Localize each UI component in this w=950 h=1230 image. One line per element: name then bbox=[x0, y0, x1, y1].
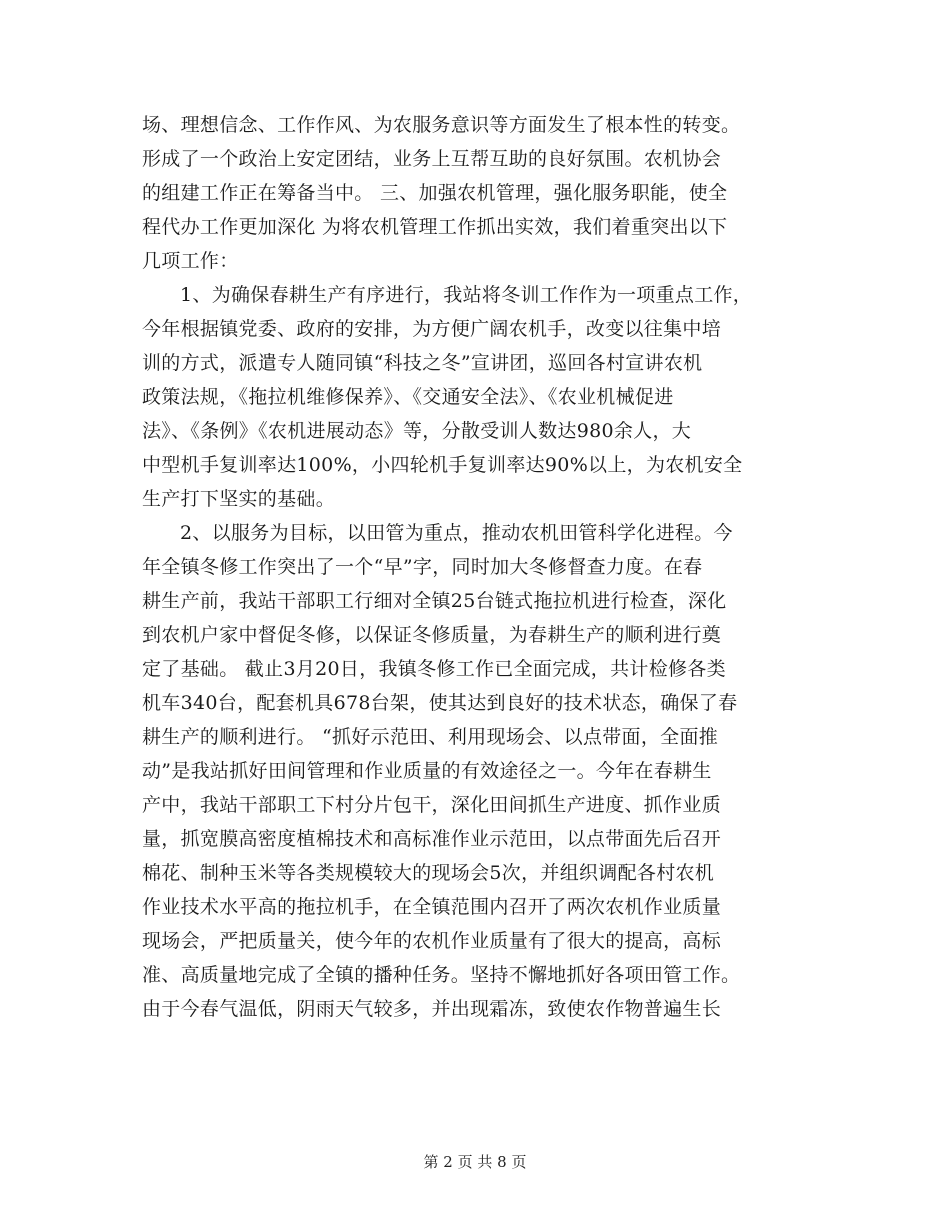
text-line: 由于今春气温低，阴雨天气较多，并出现霜冻，致使农作物普遍生长 bbox=[142, 998, 722, 1020]
text-line: 现场会，严把质量关，使今年的农机作业质量有了很大的提高，高标 bbox=[142, 930, 722, 952]
text-line: 形成了一个政治上安定团结，业务上互帮互助的良好氛围。农机协会 bbox=[142, 148, 722, 170]
text-line: 准、高质量地完成了全镇的播种任务。坚持不懈地抓好各项田管工作。 bbox=[142, 964, 741, 986]
text-line: 棉花、制种玉米等各类规模较大的现场会5次，并组织调配各村农机 bbox=[142, 862, 715, 884]
text-line: 几项工作： bbox=[142, 250, 239, 272]
text-line: 法》、《条例》《农机进展动态》等，分散受训人数达980余人，大 bbox=[142, 420, 692, 442]
text-line: 量，抓宽膜高密度植棉技术和高标准作业示范田，以点带面先后召开 bbox=[142, 828, 722, 850]
page-number-footer: 第 2 页 共 8 页 bbox=[423, 1153, 527, 1171]
paragraph-start-line: 1、为确保春耕生产有序进行，我站将冬训工作作为一项重点工作， bbox=[180, 284, 753, 306]
text-line: 场、理想信念、工作作风、为农服务意识等方面发生了根本性的转变。 bbox=[142, 114, 741, 136]
text-line: 机车340台，配套机具678台架，使其达到良好的技术状态，确保了春 bbox=[142, 692, 738, 714]
text-line: 的组建工作正在筹备当中。 三、加强农机管理，强化服务职能，使全 bbox=[142, 182, 728, 204]
text-line: 动”是我站抓好田间管理和作业质量的有效途径之一。今年在春耕生 bbox=[142, 760, 712, 782]
text-line: 今年根据镇党委、政府的安排，为方便广阔农机手，改变以往集中培 bbox=[142, 318, 722, 340]
text-line: 程代办工作更加深化 为将农机管理工作抓出实效，我们着重突出以下 bbox=[142, 216, 728, 238]
text-line: 政策法规，《拖拉机维修保养》、《交通安全法》、《农业机械促进 bbox=[142, 386, 674, 408]
text-line: 产中，我站干部职工下村分片包干，深化田间抓生产进度、抓作业质 bbox=[142, 794, 722, 816]
text-line: 耕生产前，我站干部职工行细对全镇25台链式拖拉机进行检查，深化 bbox=[142, 590, 727, 612]
paragraph-start-line: 2、以服务为目标，以田管为重点，推动农机田管科学化进程。今 bbox=[180, 522, 733, 544]
text-line: 年全镇冬修工作突出了一个“早”字，同时加大冬修督查力度。在春 bbox=[142, 556, 703, 578]
text-line: 作业技术水平高的拖拉机手，在全镇范围内召开了两次农机作业质量 bbox=[142, 896, 722, 918]
text-line: 耕生产的顺利进行。 “抓好示范田、利用现场会、以点带面，全面推 bbox=[142, 726, 719, 748]
text-line: 定了基础。 截止3月20日，我镇冬修工作已全面完成，共计检修各类 bbox=[142, 658, 726, 680]
text-line: 到农机户家中督促冬修，以保证冬修质量，为春耕生产的顺利进行奠 bbox=[142, 624, 722, 646]
text-line: 生产打下坚实的基础。 bbox=[142, 488, 336, 510]
text-line: 训的方式，派遣专人随同镇“科技之冬”宣讲团，巡回各村宣讲农机 bbox=[142, 352, 703, 374]
text-line: 中型机手复训率达100%，小四轮机手复训率达90%以上，为农机安全 bbox=[142, 454, 743, 476]
